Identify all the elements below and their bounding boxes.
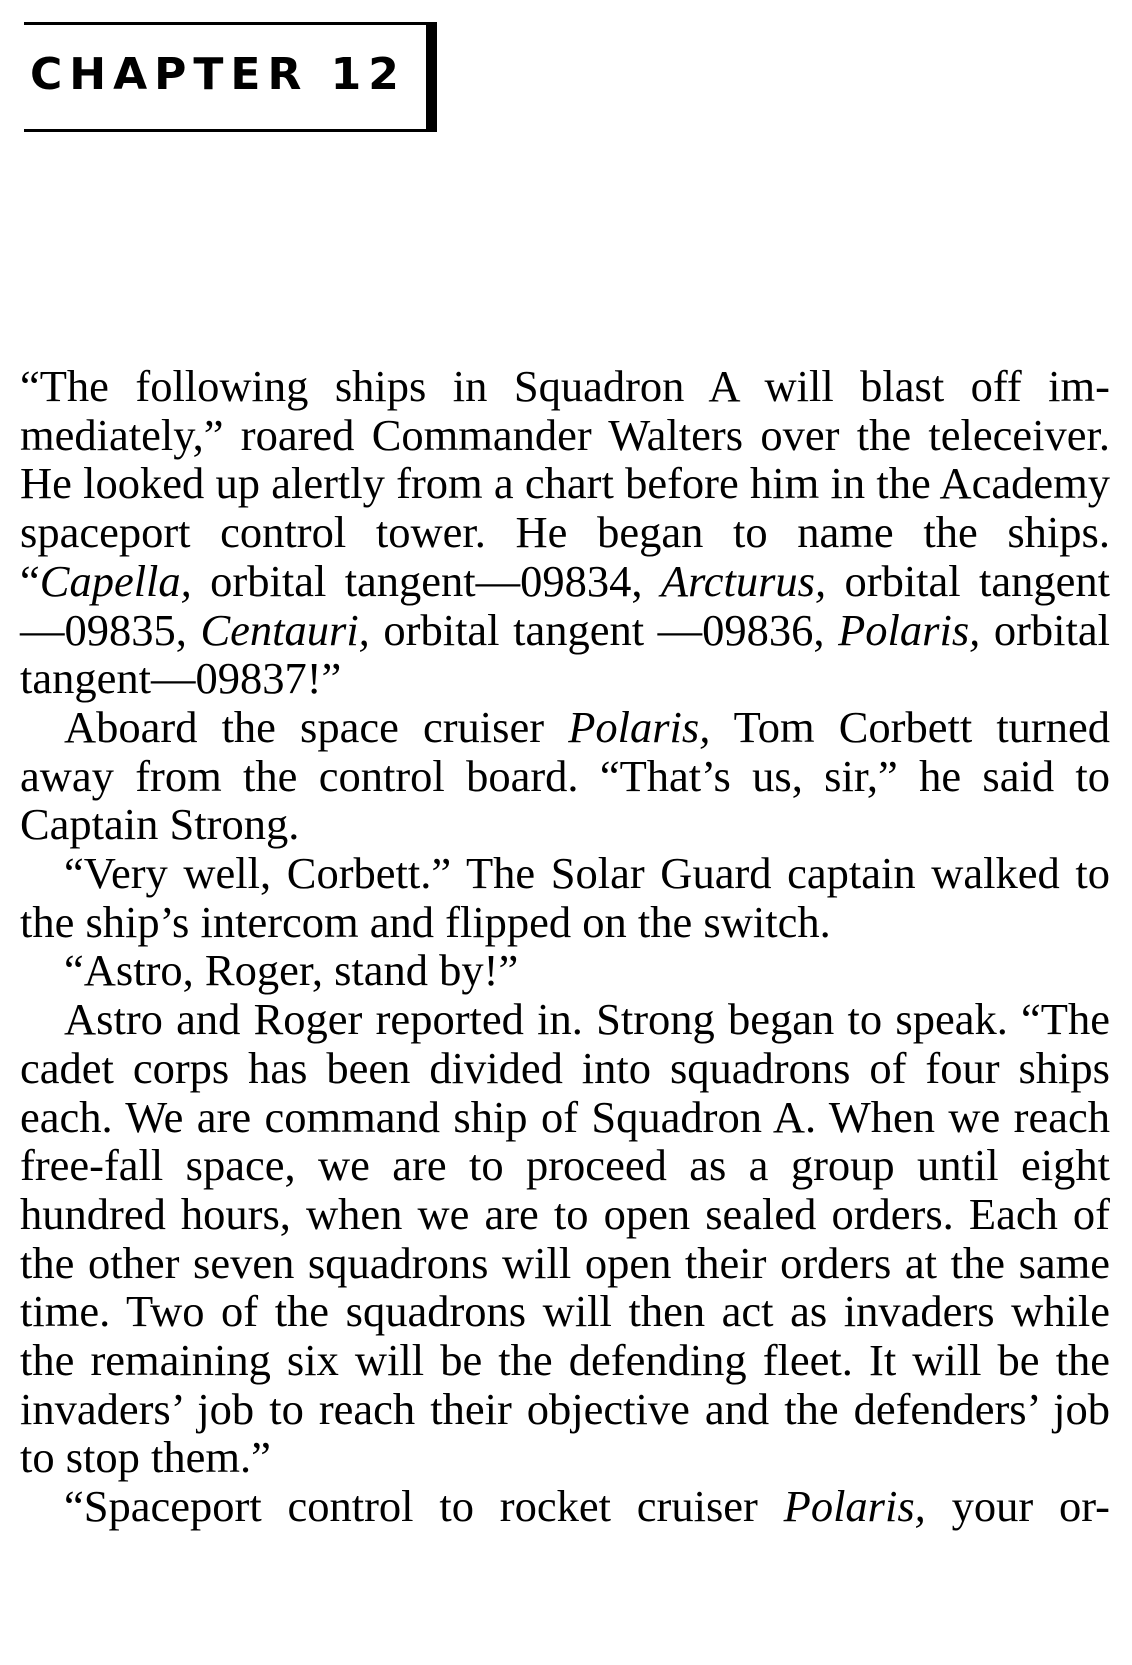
paragraph-1-text: “The following ships in Squadron A will blast off immediately,” roared Commander Walters over the teleceiver. He looked up alertly from a chart before him in the Academy spaceport control tower. He began to name the ships. “ bbox=[20, 361, 1110, 606]
paragraph-2-text: Tom Corbett turned away from the control board. “That’s us, sir,” he said to Captain Strong. bbox=[20, 701, 1111, 850]
paragraph-4 bbox=[20, 946, 1110, 995]
ship-name-capella: Capella, bbox=[39, 555, 192, 606]
paragraph-3 bbox=[20, 849, 1110, 946]
paragraph-2 bbox=[20, 703, 1110, 849]
ship-name-polaris: Polaris, bbox=[838, 604, 981, 655]
paragraph-3-text: “Very well, Corbett.” The Solar Guard captain walked to the ship’s intercom and flipped on the switch. bbox=[20, 848, 1110, 947]
paragraph-6-text: your or- bbox=[925, 1481, 1110, 1532]
paragraph-1-text: orbital tangent—09834, bbox=[191, 555, 661, 606]
paragraph-1-text: orbital tangent—09837!” bbox=[20, 604, 1111, 704]
paragraph-6 bbox=[20, 1482, 1110, 1531]
ship-name-polaris: Polaris, bbox=[783, 1481, 926, 1532]
paragraph-2-text: Aboard the space cruiser bbox=[64, 701, 569, 752]
paragraph-1-text: orbital tangent—09835, bbox=[20, 555, 1110, 655]
paragraph-6-text: “Spaceport control to rocket cruiser bbox=[64, 1481, 784, 1532]
paragraph-5 bbox=[20, 995, 1110, 1482]
ship-name-centauri: Centauri, bbox=[200, 604, 370, 655]
ship-name-polaris: Polaris, bbox=[568, 701, 711, 752]
body-text bbox=[20, 362, 1110, 1531]
paragraph-1 bbox=[20, 362, 1110, 703]
chapter-heading: CHAPTER 12 bbox=[30, 49, 406, 100]
paragraph-1-text: orbital tangent —09836, bbox=[369, 604, 839, 655]
paragraph-5-text: Astro and Roger reported in. Strong began to speak. “The cadet corps has been divided into squadrons of four ships each. We are command ship of Squadron A. When we reach free-fall space, we are to proceed as a group until eight hundred hours, when we are to open sealed orders. Each of the other seven squadrons will open their orders at the same time. Two of the squadrons will then act as invaders while the remaining six will be the defending fleet. It will be the invaders’ job to reach their objective and the defenders’ job to stop them.” bbox=[20, 994, 1110, 1483]
paragraph-4-text: “Astro, Roger, stand by!” bbox=[64, 945, 519, 996]
chapter-heading-box bbox=[24, 22, 437, 132]
ship-name-arcturus: Arcturus, bbox=[660, 555, 827, 606]
